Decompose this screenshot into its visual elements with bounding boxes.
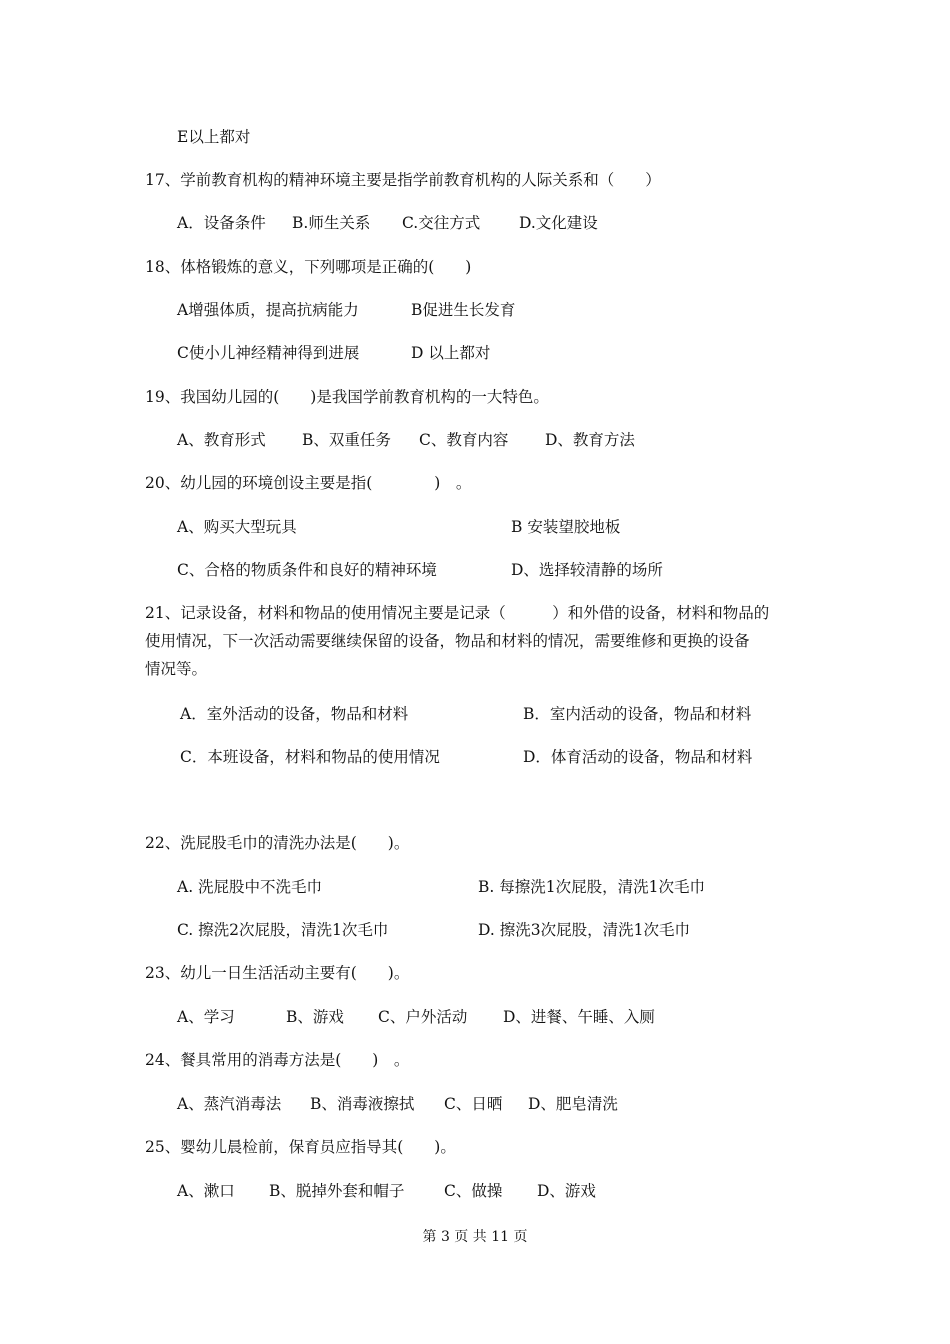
- question-25-option-a: A、漱口: [177, 1182, 235, 1200]
- question-25-option-d: D、游戏: [537, 1182, 596, 1200]
- question-24-option-b: B、消毒液擦拭: [310, 1095, 415, 1113]
- question-22-option-b: B. 每擦洗1次屁股，清洗1次毛巾: [478, 878, 705, 896]
- question-25-option-b: B、脱掉外套和帽子: [269, 1182, 405, 1200]
- question-20-option-d: D、选择较清静的场所: [511, 561, 663, 579]
- question-22-option-a: A. 洗屁股中不洗毛巾: [177, 878, 323, 896]
- question-19-option-b: B、双重任务: [302, 431, 391, 449]
- question-19-option-d: D、教育方法: [545, 431, 635, 449]
- question-25-option-c: C、做操: [444, 1182, 503, 1200]
- question-18-option-b: B促进生长发育: [411, 301, 516, 319]
- question-17-stem: 17、学前教育机构的精神环境主要是指学前教育机构的人际关系和（ ）: [145, 171, 661, 189]
- question-21-stem-line-1: 21、记录设备，材料和物品的使用情况主要是记录（ ）和外借的设备，材料和物品的: [145, 604, 770, 622]
- question-19-option-a: A、教育形式: [177, 431, 266, 449]
- question-23-option-a: A、学习: [177, 1008, 235, 1026]
- question-17-option-a: A．设备条件: [177, 214, 266, 232]
- question-18-option-c: C使小儿神经精神得到进展: [177, 344, 360, 362]
- question-18-option-d: D 以上都对: [411, 344, 491, 362]
- question-24-option-a: A、蒸汽消毒法: [177, 1095, 282, 1113]
- question-21-option-a: A．室外活动的设备，物品和材料: [180, 705, 409, 723]
- question-24-option-d: D、肥皂清洗: [528, 1095, 618, 1113]
- question-21-stem-line-3: 情况等。: [145, 660, 208, 678]
- question-20-stem: 20、幼儿园的环境创设主要是指( ) 。: [145, 474, 472, 492]
- question-23-option-b: B、游戏: [286, 1008, 344, 1026]
- question-20-option-c: C、合格的物质条件和良好的精神环境: [177, 561, 437, 579]
- question-24-stem: 24、餐具常用的消毒方法是( ) 。: [145, 1051, 410, 1069]
- question-25-stem: 25、婴幼儿晨检前，保育员应指导其( )。: [145, 1138, 456, 1156]
- question-18-stem: 18、体格锻炼的意义，下列哪项是正确的( ): [145, 258, 472, 276]
- question-21-option-d: D．体育活动的设备，物品和材料: [523, 748, 753, 766]
- question-23-option-d: D、进餐、午睡、入厕: [503, 1008, 655, 1026]
- question-21-stem-line-2: 使用情况，下一次活动需要继续保留的设备，物品和材料的情况，需要维修和更换的设备: [145, 632, 750, 650]
- question-22-option-d: D. 擦洗3次屁股，清洗1次毛巾: [478, 921, 690, 939]
- question-18-option-a: A增强体质，提高抗病能力: [177, 301, 359, 319]
- question-24-option-c: C、日晒: [444, 1095, 503, 1113]
- question-20-option-a: A、购买大型玩具: [177, 518, 297, 536]
- question-21-option-b: B．室内活动的设备，物品和材料: [523, 705, 752, 723]
- question-21-option-c: C．本班设备，材料和物品的使用情况: [180, 748, 440, 766]
- page-number-footer: 第 3 页 共 11 页: [422, 1229, 528, 1245]
- question-17-option-c: C.交往方式: [402, 214, 481, 232]
- question-23-stem: 23、幼儿一日生活活动主要有( )。: [145, 964, 410, 982]
- question-17-option-b: B.师生关系: [292, 214, 371, 232]
- option-e-prev: E以上都对: [177, 128, 251, 146]
- question-20-option-b: B 安装望胶地板: [511, 518, 621, 536]
- question-19-option-c: C、教育内容: [419, 431, 509, 449]
- question-22-stem: 22、洗屁股毛巾的清洗办法是( )。: [145, 834, 410, 852]
- question-17-option-d: D.文化建设: [519, 214, 598, 232]
- question-22-option-c: C. 擦洗2次屁股，清洗1次毛巾: [177, 921, 389, 939]
- question-23-option-c: C、户外活动: [378, 1008, 468, 1026]
- question-19-stem: 19、我国幼儿园的( )是我国学前教育机构的一大特色。: [145, 388, 549, 406]
